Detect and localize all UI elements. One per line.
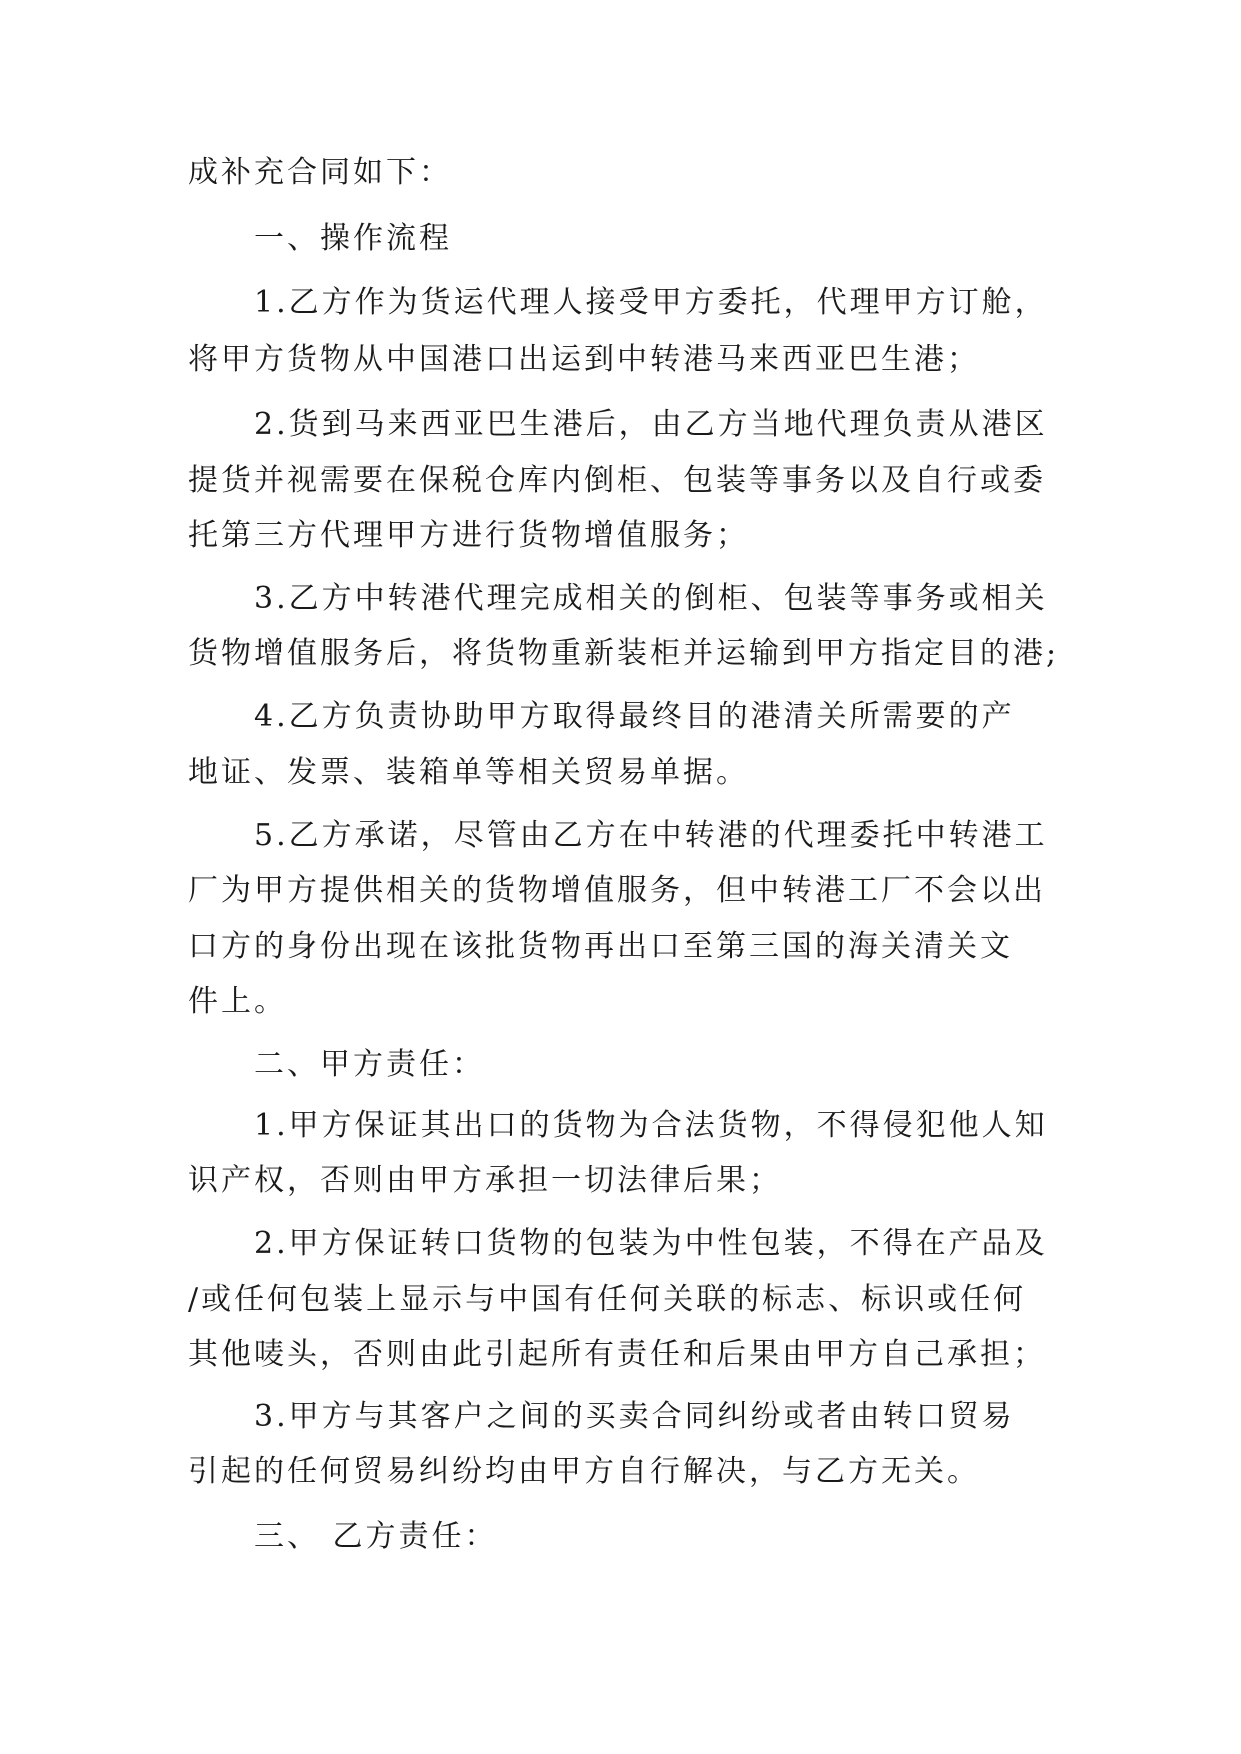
text-line: 货物增值服务后，将货物重新装柜并运输到甲方指定目的港; — [188, 636, 1060, 671]
text-line: 识产权，否则由甲方承担一切法律后果； — [188, 1163, 782, 1198]
section-heading: 一、操作流程 — [254, 221, 452, 256]
text-line: 1.乙方作为货运代理人接受甲方委托，代理甲方订舱， — [254, 285, 1048, 320]
text-line: 3.乙方中转港代理完成相关的倒柜、包装等事务或相关 — [254, 581, 1048, 616]
text-line: 1.甲方保证其出口的货物为合法货物，不得侵犯他人知 — [254, 1108, 1048, 1143]
text-line: 2.货到马来西亚巴生港后，由乙方当地代理负责从港区 — [254, 407, 1048, 442]
text-line: 口方的身份出现在该批货物再出口至第三国的海关清关文 — [188, 929, 1013, 964]
text-line: 提货并视需要在保税仓库内倒柜、包装等事务以及自行或委 — [188, 463, 1046, 498]
text-line: 2.甲方保证转口货物的包装为中性包装，不得在产品及 — [254, 1226, 1048, 1261]
text-line: 5.乙方承诺，尽管由乙方在中转港的代理委托中转港工 — [254, 818, 1048, 853]
text-line: 将甲方货物从中国港口出运到中转港马来西亚巴生港； — [188, 342, 980, 377]
text-line: 厂为甲方提供相关的货物增值服务，但中转港工厂不会以出 — [188, 873, 1046, 908]
text-line: 地证、发票、装箱单等相关贸易单据。 — [188, 755, 749, 790]
text-line: 其他唛头，否则由此引起所有责任和后果由甲方自己承担； — [188, 1337, 1046, 1372]
section-heading: 二、甲方责任： — [254, 1047, 485, 1082]
text-line: 引起的任何贸易纠纷均由甲方自行解决，与乙方无关。 — [188, 1454, 980, 1489]
text-line: 3.甲方与其客户之间的买卖合同纠纷或者由转口贸易 — [254, 1399, 1015, 1434]
text-line: 4.乙方负责协助甲方取得最终目的港清关所需要的产 — [254, 699, 1015, 734]
text-line: 件上。 — [188, 984, 287, 1019]
section-heading: 三、 乙方责任： — [254, 1519, 498, 1554]
text-line: 托第三方代理甲方进行货物增值服务； — [188, 518, 749, 553]
text-line: /或任何包装上显示与中国有任何关联的标志、标识或任何 — [188, 1282, 1027, 1317]
text-line: 成补充合同如下： — [188, 155, 452, 190]
